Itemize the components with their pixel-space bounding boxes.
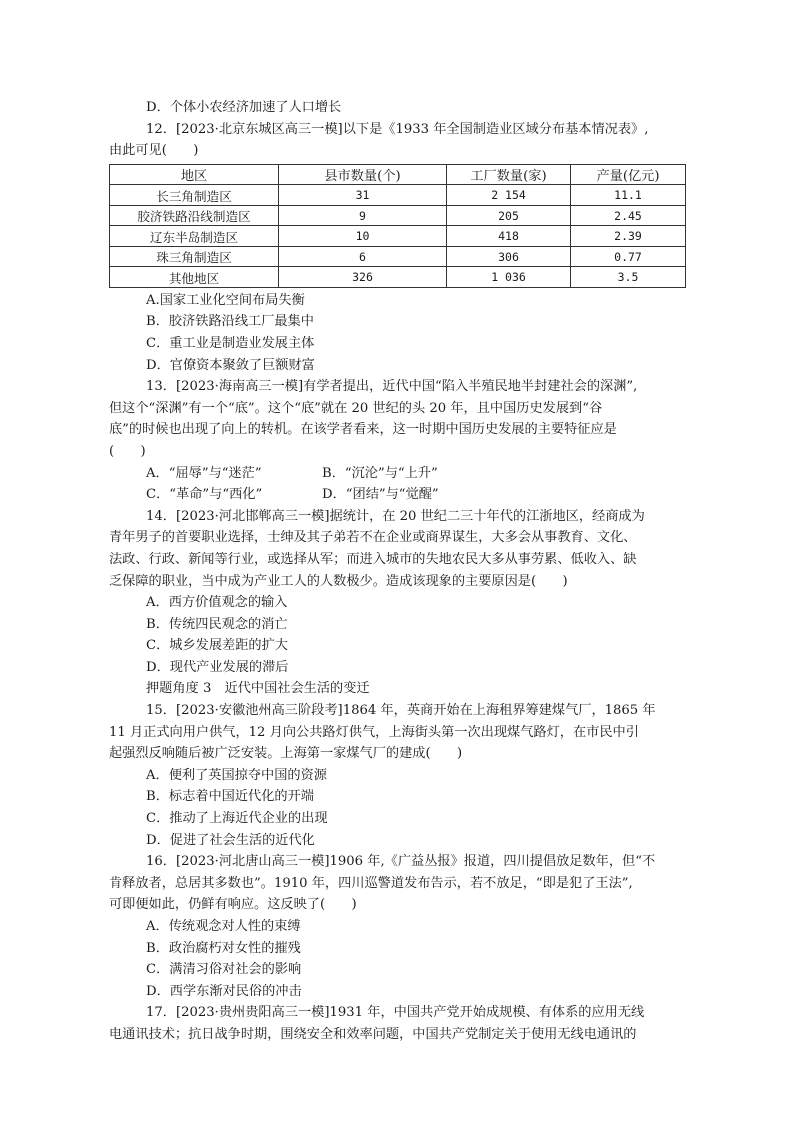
table-header-cell: 县市数量(个): [279, 164, 447, 185]
table-row: [110, 267, 686, 288]
q15-stem-line: 15．[2023·安徽池州高三阶段考]1864 年，英商开始在上海租界筹建煤气厂，1865 年: [146, 703, 656, 719]
question-content: [109, 97, 685, 1046]
section-title: 押题角度 3 近代中国社会生活的变迁: [146, 681, 370, 697]
table-cell: 0.77: [571, 246, 686, 267]
table-cell: 10: [279, 226, 447, 247]
table-cell: 2.39: [571, 226, 686, 247]
q14-stem-line: 乏保障的职业，当中成为产业工人的人数极少。造成该现象的主要原因是( ): [109, 573, 568, 589]
q14-option-b[interactable]: B．传统四民观念的消亡: [146, 616, 288, 632]
table-row: [110, 185, 686, 206]
manufacturing-region-table: [109, 164, 686, 288]
q13-options-row: [109, 484, 685, 506]
table-cell: 6: [279, 246, 447, 267]
table-cell: 205: [447, 205, 571, 226]
table-cell: 418: [447, 226, 571, 247]
q13-stem-line: ( ): [109, 443, 146, 459]
table-row: [110, 246, 686, 267]
q14-stem-line: 青年男子的首要职业选择，士绅及其子弟若不在企业或商界谋生，大多会从事教育、文化、: [109, 530, 637, 546]
table-cell: 2.45: [571, 205, 686, 226]
q16-option-d[interactable]: D．西学东渐对民俗的冲击: [146, 983, 302, 999]
table-header-cell: 产量(亿元): [571, 164, 686, 185]
q12-option-d[interactable]: D．官僚资本聚敛了巨额财富: [146, 357, 315, 373]
q13-options-row: [109, 463, 685, 485]
q15-option-c[interactable]: C．推动了上海近代企业的出现: [146, 811, 328, 827]
q14-stem-line: 法政、行政、新闻等行业，或选择从军；而进入城市的失地农民大多从事劳累、低收入、缺: [109, 551, 637, 567]
table-header-row: [110, 164, 686, 185]
table-cell: 306: [447, 246, 571, 267]
q13-stem-line: 底”的时候也出现了向上的转机。在该学者看来，这一时期中国历史发展的主要特征应是: [109, 422, 617, 438]
q12-stem-line: 由此可见( ): [109, 143, 199, 159]
table-cell: 辽东半岛制造区: [110, 226, 279, 247]
q12-option-a[interactable]: A.国家工业化空间布局失衡: [146, 292, 305, 308]
table-cell: 326: [279, 267, 447, 288]
q15-option-b[interactable]: B．标志着中国近代化的开端: [146, 789, 314, 805]
q16-stem-line: 可即便如此，仍鲜有响应。这反映了( ): [109, 897, 357, 913]
q15-stem-line: 起强烈反响随后被广泛安装。上海第一家煤气厂的建成( ): [109, 746, 463, 762]
q13-option-b[interactable]: B．“沉沦”与“上升”: [322, 465, 438, 481]
q13-option-c[interactable]: C．“革命”与“西化”: [146, 487, 263, 503]
q16-stem-line: 肯释放者，总居其多数也”。1910 年，四川巡警道发布告示，若不放足，“即是犯了王法”,: [109, 875, 633, 891]
q15-stem-line: 11 月正式向用户供气，12 月向公共路灯供气，上海街头第一次出现煤气路灯，在市民中引: [109, 724, 639, 740]
table-cell: 1 036: [447, 267, 571, 288]
q17-stem-line: 17．[2023·贵州贵阳高三一模]1931 年，中国共产党开始成规模、有体系的应用无线: [146, 1005, 645, 1021]
q16-option-c[interactable]: C．满清习俗对社会的影响: [146, 962, 302, 978]
q14-option-a[interactable]: A．西方价值观念的输入: [146, 595, 288, 611]
q15-option-d[interactable]: D．促进了社会生活的近代化: [146, 832, 315, 848]
q13-stem-line: 但这个“深渊”有一个“底”。这个“底”就在 20 世纪的头 20 年，且中国历史发展到“谷: [109, 400, 603, 416]
q16-option-b[interactable]: B．政治腐朽对女性的摧残: [146, 940, 301, 956]
table-cell: 长三角制造区: [110, 185, 279, 206]
table-cell: 31: [279, 185, 447, 206]
table-row: [110, 226, 686, 247]
table-cell: 9: [279, 205, 447, 226]
q14-option-c[interactable]: C．城乡发展差距的扩大: [146, 638, 288, 654]
q14-stem-line: 14．[2023·河北邯郸高三一模]据统计，在 20 世纪二三十年代的江浙地区，经商成为: [146, 508, 645, 524]
table-cell: 其他地区: [110, 267, 279, 288]
table-cell: 胶济铁路沿线制造区: [110, 205, 279, 226]
q13-option-a[interactable]: A．“屈辱”与“迷茫”: [146, 465, 262, 481]
q15-option-a[interactable]: A．便利了英国掠夺中国的资源: [146, 767, 327, 783]
table-cell: 11.1: [571, 185, 686, 206]
table-header-cell: 工厂数量(家): [447, 164, 571, 185]
q16-stem-line: 16．[2023·河北唐山高三一模]1906 年,《广益丛报》报道，四川提倡放足数年，但“不: [146, 854, 656, 870]
q13-stem-line: 13．[2023·海南高三一模]有学者提出，近代中国“陷入半殖民地半封建社会的深渊”,: [146, 379, 638, 395]
table-cell: 珠三角制造区: [110, 246, 279, 267]
q14-option-d[interactable]: D．现代产业发展的滞后: [146, 659, 289, 675]
q11-option-d[interactable]: D．个体小农经济加速了人口增长: [146, 100, 342, 115]
q13-option-d[interactable]: D．“团结”与“觉醒”: [322, 487, 439, 503]
table-header-cell: 地区: [110, 164, 279, 185]
q12-option-b[interactable]: B．胶济铁路沿线工厂最集中: [146, 314, 314, 330]
q16-option-a[interactable]: A．传统观念对人性的束缚: [146, 919, 301, 934]
q17-stem-line: 电通讯技术；抗日战争时期，围绕安全和效率问题，中国共产党制定关于使用无线电通讯的: [109, 1026, 637, 1042]
table-row: [110, 205, 686, 226]
table-cell: 2 154: [447, 185, 571, 206]
q12-stem-line: 12．[2023·北京东城区高三一模]以下是《1933 年全国制造业区域分布基本情况表》,: [146, 121, 649, 137]
table-cell: 3.5: [571, 267, 686, 288]
q12-option-c[interactable]: C．重工业是制造业发展主体: [146, 335, 315, 351]
